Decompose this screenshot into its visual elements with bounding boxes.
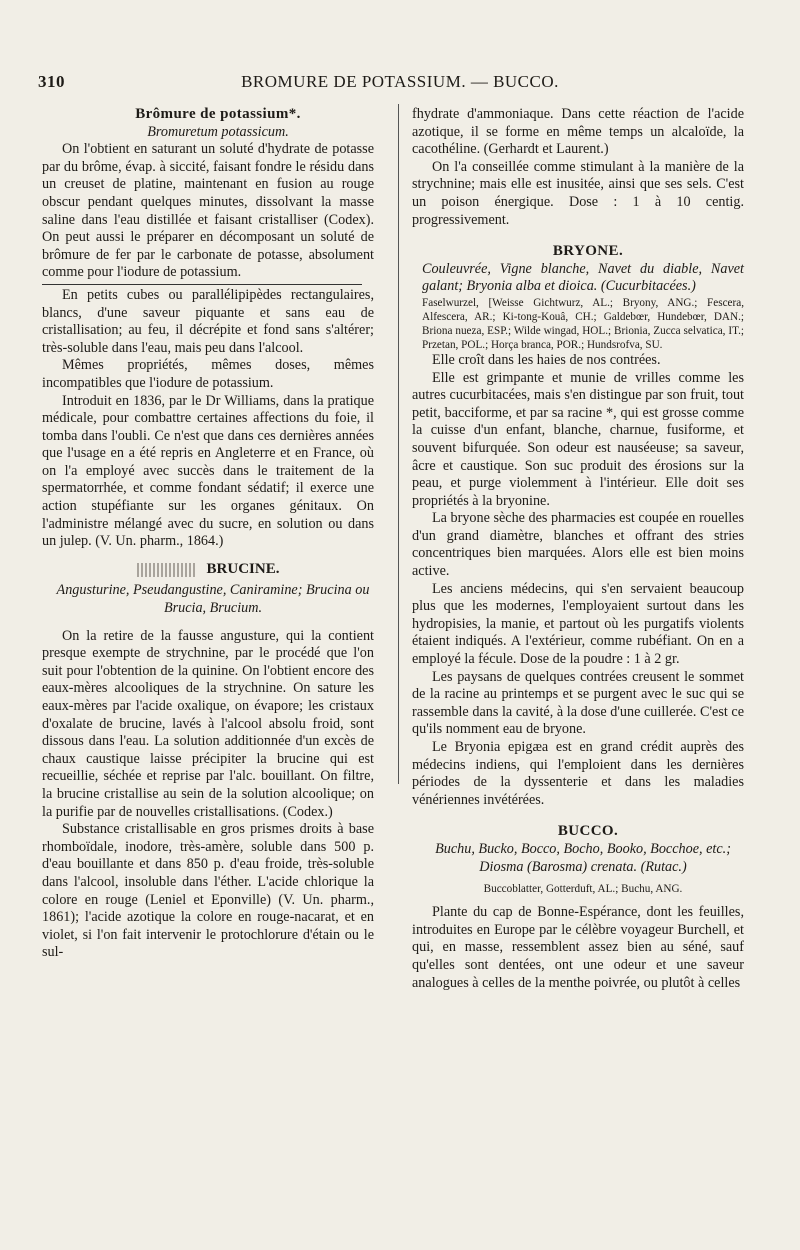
ink-stamp-mark (137, 563, 197, 577)
paragraph: Introduit en 1836, par le Dr Williams, dans la pratique médicale, pour combattre certaines affections du foie, il tomba dans l'oubli. Ce n'est que dans ces dernières années que l'usage en a été repris en Angleterre et en France, où on l'a employé avec succès dans le traitement de la spermatorrhée, et comme fondant sédatif; il exerce une action stupéfiante sur les organes génitaux. On l'administre mélangé avec du sucre, en solution ou dans un julep. (V. Un. pharm., 1864.) (42, 392, 374, 550)
paragraph: On l'a conseillée comme stimulant à la manière de la strychnine; mais elle est inusitée, ainsi que ses sels. C'est un poison énergique. Dose : 1 à 10 centig. progressivement. (412, 158, 744, 228)
paragraph: Plante du cap de Bonne-Espérance, dont les feuilles, introduites en Europe par le célèbre voyageur Burchell, et qui, en masse, ressemblent assez bien au séné, sauf qu'elles sont dentées, ont une odeur et une saveur analogues à celles de la menthe poivrée, ou plutôt à celles (412, 904, 744, 991)
foreign-names-bryone: Faselwurzel, [Weisse Gichtwurz, AL.; Bryony, ANG.; Fescera, Alfescera, AR.; Ki-tong-Kouâ, CH.; Galdebœr, Hundebœr, DAN.; Briona nueza, ESP.; Wilde wingad, HOL.; Brionia, Zucca selvatica, IT.; Przetan, POL.; Horça branca, POR.; Hundsrofva, SU. (422, 296, 744, 351)
page-number: 310 (38, 72, 65, 91)
running-header (30, 72, 770, 98)
entry-title-brucine: BRUCINE. (206, 560, 280, 577)
paragraph: En petits cubes ou parallélipipèdes rectangulaires, blancs, d'une saveur piquante et sans eau de cristallisation; au feu, il décrépite et fond sans s'altérer; très-soluble dans l'eau, mais peu dans l'alcool. (42, 286, 374, 356)
paragraph: Les paysans de quelques contrées creusent le sommet de la racine au printemps et se purgent avec le suc qui se rassemble dans la cavité, à la dose d'une cuillerée. C'est ce qu'ils nomment eau de bryone. (412, 668, 744, 738)
paragraph: Elle est grimpante et munie de vrilles comme les autres cucurbitacées, mais s'en distingue par son fruit, tout petit, bacciforme, et par sa racine *, qui est grosse comme la cuisse d'un enfant, blanche, charnue, fusiforme, et souvent bifurquée. Son odeur est nauséeuse; sa saveur, âcre et caustique. Son suc produit des érosions sur la peau, et purge violemment à l'intérieur. Elle doit ses propriétés à la bryonine. (412, 369, 744, 509)
underline-rule (42, 284, 362, 285)
paragraph: Les anciens médecins, qui s'en servaient beaucoup plus que les modernes, l'employaient surtout dans les hydropisies, la manie, et partout où les purgatifs violents étaient indiqués. A l'extérieur, comme rubéfiant. On en a employé la fécule. Dose de la poudre : 1 à 2 gr. (412, 580, 744, 668)
running-title: BROMURE DE POTASSIUM. — BUCCO. (241, 72, 559, 91)
latin-name-bromure: Bromuretum potassicum. (147, 123, 289, 140)
entry-title-bryone: BRYONE. (552, 243, 624, 260)
foreign-names-bucco: Buccoblatter, Gotterduft, AL.; Buchu, ANG. (483, 883, 683, 896)
entry-title-bucco: BUCCO. (557, 823, 619, 840)
paragraph: fhydrate d'ammoniaque. Dans cette réaction de l'acide azotique, il se forme en même temps un alcaloïde, la cacothéline. (Gerhardt et Laurent.) (412, 106, 744, 158)
synonyms-bucco: Buchu, Bucko, Bocco, Bocho, Booko, Bocchoe, etc.; Diosma (Barosma) crenata. (Rutac.) (435, 840, 731, 875)
entry-title-bromure: Brômure de potassium*. (135, 106, 301, 122)
paragraph: Mêmes propriétés, mêmes doses, mêmes incompatibles que l'iodure de potassium. (42, 357, 374, 391)
paragraph: On l'obtient en saturant un soluté d'hydrate de potasse par du brôme, évap. à siccité, faisant fondre le résidu dans un creuset de platine, maintenant en fusion au rouge obscur pendant quelques minutes, dissolvant la masse saline dans l'eau distillée et faisant cristalliser (Codex). On peut aussi le préparer en décomposant un soluté de brômure de fer par le carbonate de potasse, absolument comme pour l'iodure de potassium. (42, 141, 374, 281)
paragraph: Elle croît dans les haies de nos contrées. (432, 351, 661, 368)
synonyms-bryone: Couleuvrée, Vigne blanche, Navet du diable, Navet galant; Bryonia alba et dioica. (Cucurbitacées.) (422, 260, 744, 295)
paragraph: Le Bryonia epigæa est en grand crédit auprès des médecins indiens, qui l'emploient dans les dernières périodes de la dyssenterie et dans les maladies vénériennes invétérées. (412, 739, 744, 808)
entry-title-brucine-row (42, 561, 374, 579)
paragraph: La bryone sèche des pharmacies est coupée en rouelles d'un grand diamètre, blanches et offrant des stries concentriques bien marquées. Alors elle est bien moins active. (412, 510, 744, 580)
paragraph: On la retire de la fausse angusture, qui la contient presque exempte de strychnine, par le procédé que l'on suit pour l'obtention de la quinine. On l'obtient encore des eaux-mères alcooliques de la strychnine. On sature les eaux-mères par l'acide oxalique, on évapore; les cristaux d'oxalate de brucine, lavés à l'alcool absolu froid, sont dissous dans l'eau. La solution additionnée d'un excès de chaux caustique laisse précipiter la brucine qui est recueillie, séchée et reprise par l'alc. bouillant. On filtre, la brucine cristallise au sein de la solution alcoolique; on la purifie par de nouvelles cristallisations. (Codex.) (42, 627, 374, 820)
paragraph: Substance cristallisable en gros prismes droits à base rhomboïdale, inodore, très-amère, soluble dans 500 p. d'eau bouillante et dans 850 p. d'eau froide, très-soluble dans l'alcool, insoluble dans l'éther. L'acide chlorique la colore en rouge (Leniel et Eponville) (V. Un. pharm., 1861); l'acide azotique la colore en rouge-nacarat, et en violet, si l'on fait intervenir le protochlorure d'étain ou le sul- (42, 821, 374, 961)
column-divider (398, 104, 399, 784)
right-column (412, 106, 744, 992)
left-column (42, 106, 374, 962)
synonyms-brucine: Angusturine, Pseudangustine, Caniramine; Brucina ou Brucia, Brucium. (56, 582, 370, 617)
